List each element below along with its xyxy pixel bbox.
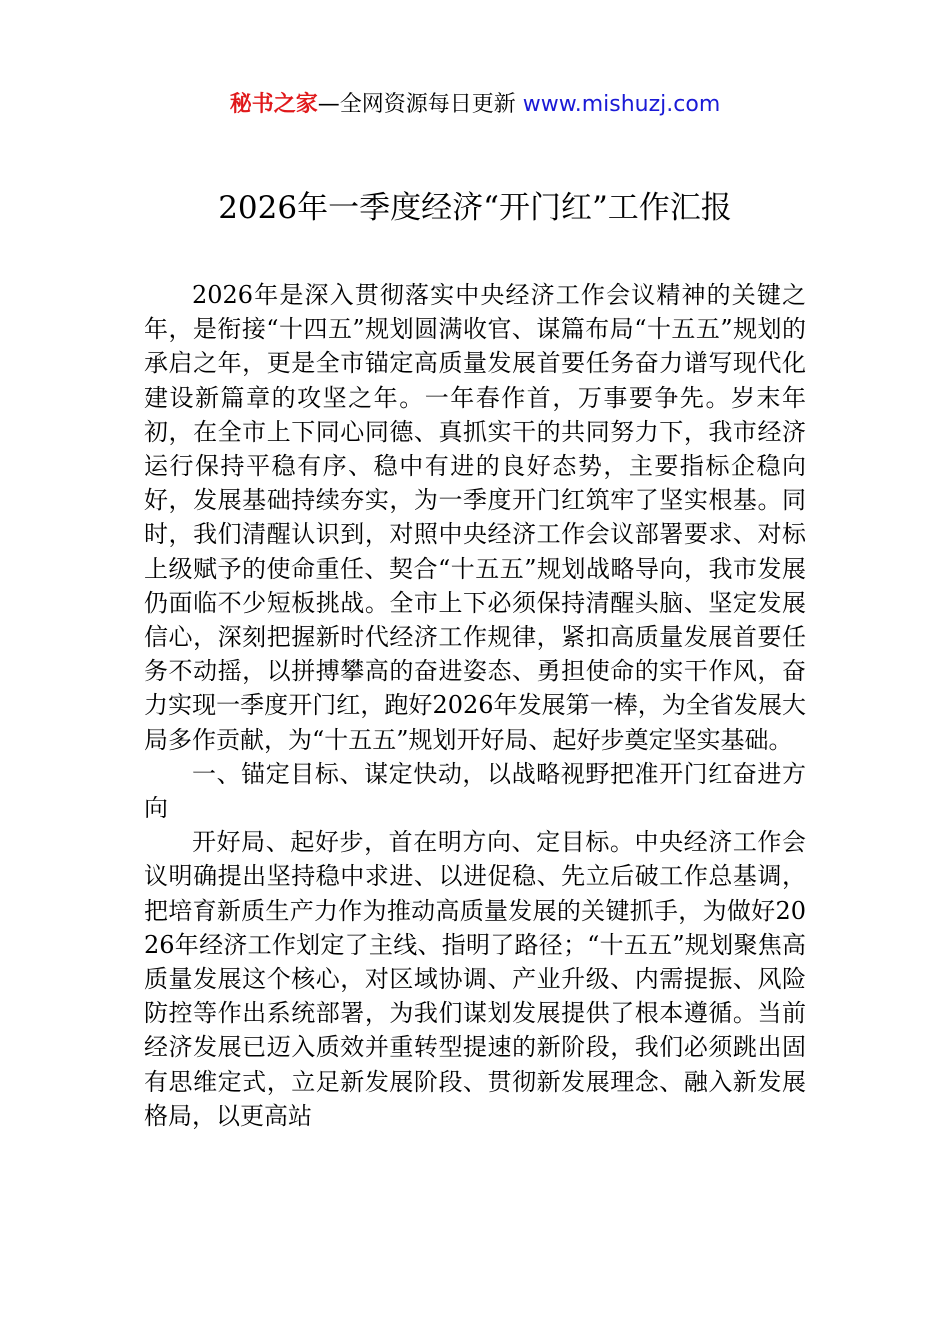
section-heading: 一、锚定目标、谋定快动，以战略视野把准开门红奋进方向 [144,759,806,823]
site-name: 秘书之家 [229,92,318,117]
site-url-link[interactable]: www.mishuzj.com [522,92,721,117]
site-tagline: —全网资源每日更新 [317,92,516,117]
intro-paragraph: 2026年是深入贯彻落实中央经济工作会议精神的关键之年，是衔接“十四五”规划圆满收官、谋篇布局“十五五”规划的承启之年，更是全市锚定高质量发展首要任务奋力谱写现代化建设新篇章的攻坚之年。一年春作首，万事要争先。岁末年初，在全市上下同心同德、真抓实干的共同努力下，我市经济运行保持平稳有序、稳中有进的良好态势，主要指标企稳向好，发展基础持续夯实，为一季度开门红筑牢了坚实根基。同时，我们清醒认识到，对照中央经济工作会议部署要求、对标上级赋予的使命重任、契合“十五五”规划战略导向，我市发展仍面临不少短板挑战。全市上下必须保持清醒头脑、坚定发展信心，深刻把握新时代经济工作规律，紧扣高质量发展首要任务不动摇，以拼搏攀高的奋进姿态、勇担使命的实干作风，奋力实现一季度开门红，跑好2026年发展第一棒，为全省发展大局多作贡献，为“十五五”规划开好局、起好步奠定坚实基础。 [144,281,806,754]
document-title: 2026年一季度经济“开门红”工作汇报 [218,190,732,226]
section-paragraph: 开好局、起好步，首在明方向、定目标。中央经济工作会议明确提出坚持稳中求进、以进促稳、先立后破工作总基调，把培育新质生产力作为推动高质量发展的关键抓手，为做好2026年经济工作划定了主线、指明了路径；“十五五”规划聚焦高质量发展这个核心，对区域协调、产业升级、内需提振、风险防控等作出系统部署，为我们谋划发展提供了根本遵循。当前经济发展已迈入质效并重转型提速的新阶段，我们必须跳出固有思维定式，立足新发展阶段、贯彻新发展理念、融入新发展格局，以更高站 [144,828,806,1130]
document-body [144,278,806,1133]
site-header [0,88,950,122]
